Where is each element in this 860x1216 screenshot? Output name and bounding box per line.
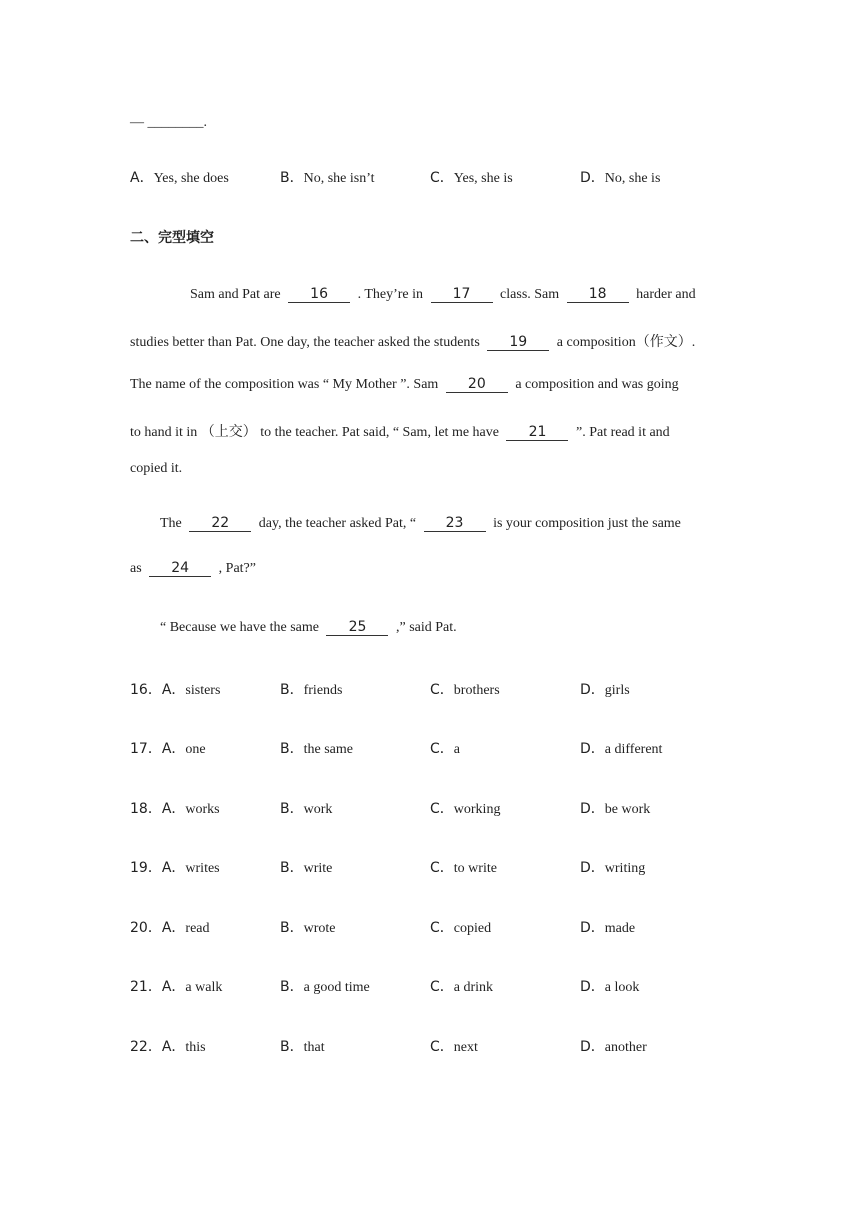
option-letter: D． xyxy=(580,801,605,817)
option-d[interactable] xyxy=(580,1036,647,1056)
question-number: 17． xyxy=(130,741,162,757)
passage-line-4: to hand it in （上交） to the teacher. Pat said, “ Sam, let me have 21 ”. Pat read it and xyxy=(130,424,670,440)
option-letter: D． xyxy=(580,860,605,876)
option-text: this xyxy=(185,1040,206,1055)
question-number: 20． xyxy=(130,920,162,936)
blank-24[interactable]: 24 xyxy=(149,560,211,577)
option-text: a drink xyxy=(453,980,494,995)
option-text: wrote xyxy=(303,921,336,936)
blank-16[interactable]: 16 xyxy=(288,286,350,303)
option-a[interactable] xyxy=(130,917,210,937)
option-a[interactable] xyxy=(130,798,220,818)
prev-option-c[interactable] xyxy=(430,167,513,187)
option-a[interactable] xyxy=(130,738,206,758)
option-text: a xyxy=(453,742,460,757)
option-d[interactable] xyxy=(580,679,630,699)
option-letter: D． xyxy=(580,979,605,995)
option-text: one xyxy=(185,742,206,757)
passage-line-7: as 24 , Pat?” xyxy=(130,560,256,576)
passage-line-1: Sam and Pat are 16 . They’re in 17 class. Sam 18 harder and xyxy=(190,286,696,302)
option-a[interactable] xyxy=(130,857,220,877)
blank-22[interactable]: 22 xyxy=(189,515,251,532)
option-text: next xyxy=(453,1040,478,1055)
option-c[interactable] xyxy=(430,1036,478,1056)
option-text: girls xyxy=(604,683,630,698)
option-letter: A． xyxy=(161,979,186,995)
option-letter: B． xyxy=(280,801,304,817)
option-letter: B． xyxy=(280,170,304,186)
option-letter: D． xyxy=(580,682,605,698)
option-letter: C． xyxy=(430,920,454,936)
option-letter: A． xyxy=(130,170,154,186)
option-b[interactable] xyxy=(280,857,332,877)
blank-21[interactable]: 21 xyxy=(506,424,568,441)
option-letter: B． xyxy=(280,682,304,698)
option-text: friends xyxy=(303,683,343,698)
option-text: Yes, she does xyxy=(153,171,229,186)
option-letter: B． xyxy=(280,979,304,995)
option-b[interactable] xyxy=(280,917,336,937)
question-number: 21． xyxy=(130,979,162,995)
option-letter: A． xyxy=(161,860,186,876)
passage-line-8: “ Because we have the same 25 ,” said Pat. xyxy=(160,619,457,635)
option-letter: A． xyxy=(161,741,186,757)
option-b[interactable] xyxy=(280,679,343,699)
passage-line-6: The 22 day, the teacher asked Pat, “ 23 is your composition just the same xyxy=(160,515,681,531)
passage-line-3: The name of the composition was “ My Mother ”. Sam 20 a composition and was going xyxy=(130,376,679,392)
question-number: 18． xyxy=(130,801,162,817)
option-letter: D． xyxy=(580,741,605,757)
prev-option-b[interactable] xyxy=(280,167,375,187)
option-text: a good time xyxy=(303,980,370,995)
option-text: made xyxy=(604,921,636,936)
option-c[interactable] xyxy=(430,976,493,996)
option-letter: A． xyxy=(161,920,186,936)
option-letter: B． xyxy=(280,920,304,936)
option-letter: C． xyxy=(430,860,454,876)
option-text: Yes, she is xyxy=(453,171,513,186)
option-text: the same xyxy=(303,742,353,757)
option-letter: B． xyxy=(280,1039,304,1055)
option-letter: A． xyxy=(161,682,186,698)
option-letter: A． xyxy=(161,1039,186,1055)
option-text: copied xyxy=(453,921,492,936)
option-c[interactable] xyxy=(430,738,460,758)
option-text: be work xyxy=(604,802,651,817)
option-b[interactable] xyxy=(280,1036,325,1056)
option-c[interactable] xyxy=(430,798,500,818)
option-d[interactable] xyxy=(580,798,650,818)
section-title: 二、完型填空 xyxy=(130,230,214,246)
option-a[interactable] xyxy=(130,679,220,699)
option-text: that xyxy=(303,1040,325,1055)
option-letter: D． xyxy=(580,170,605,186)
option-text: sisters xyxy=(185,683,221,698)
option-d[interactable] xyxy=(580,857,645,877)
option-text: writing xyxy=(604,861,646,876)
option-text: read xyxy=(185,921,210,936)
option-letter: C． xyxy=(430,801,454,817)
blank-17[interactable]: 17 xyxy=(431,286,493,303)
option-text: write xyxy=(303,861,333,876)
blank-23[interactable]: 23 xyxy=(424,515,486,532)
blank-18[interactable]: 18 xyxy=(567,286,629,303)
option-d[interactable] xyxy=(580,738,662,758)
option-text: another xyxy=(604,1040,647,1055)
option-text: brothers xyxy=(453,683,500,698)
question-number: 19． xyxy=(130,860,162,876)
option-text: working xyxy=(453,802,501,817)
option-text: a look xyxy=(604,980,640,995)
option-text: a different xyxy=(604,742,663,757)
option-d[interactable] xyxy=(580,917,635,937)
option-letter: C． xyxy=(430,979,454,995)
option-c[interactable] xyxy=(430,857,497,877)
option-text: a walk xyxy=(185,980,223,995)
question-number: 22． xyxy=(130,1039,162,1055)
passage-line-2: studies better than Pat. One day, the teacher asked the students 19 a composition（作文）. xyxy=(130,334,696,350)
option-letter: C． xyxy=(430,170,454,186)
option-c[interactable] xyxy=(430,679,500,699)
option-text: to write xyxy=(453,861,497,876)
option-text: work xyxy=(303,802,333,817)
option-b[interactable] xyxy=(280,798,332,818)
option-letter: D． xyxy=(580,1039,605,1055)
option-text: writes xyxy=(185,861,220,876)
prev-option-d[interactable] xyxy=(580,167,660,187)
option-a[interactable] xyxy=(130,1036,206,1056)
blank-25[interactable]: 25 xyxy=(326,619,388,636)
option-letter: B． xyxy=(280,860,304,876)
blank-19[interactable]: 19 xyxy=(487,334,549,351)
prev-question-line: — ________. xyxy=(130,115,207,130)
option-b[interactable] xyxy=(280,738,353,758)
option-letter: D． xyxy=(580,920,605,936)
option-letter: C． xyxy=(430,741,454,757)
option-letter: A． xyxy=(161,801,186,817)
option-text: No, she isn’t xyxy=(303,171,375,186)
option-a[interactable] xyxy=(130,976,222,996)
option-c[interactable] xyxy=(430,917,491,937)
option-letter: C． xyxy=(430,682,454,698)
question-number: 16． xyxy=(130,682,162,698)
option-letter: B． xyxy=(280,741,304,757)
blank-20[interactable]: 20 xyxy=(446,376,508,393)
prev-option-a[interactable] xyxy=(130,167,229,187)
passage-line-5: copied it. xyxy=(130,461,183,476)
option-text: works xyxy=(185,802,220,817)
option-d[interactable] xyxy=(580,976,639,996)
option-b[interactable] xyxy=(280,976,370,996)
option-letter: C． xyxy=(430,1039,454,1055)
option-text: No, she is xyxy=(604,171,661,186)
